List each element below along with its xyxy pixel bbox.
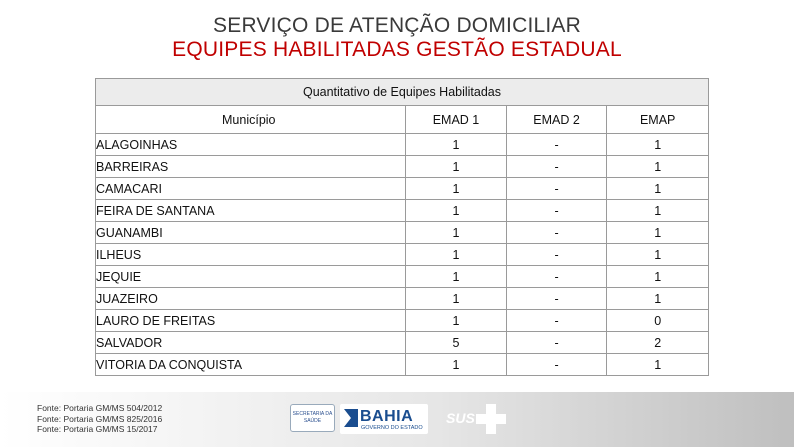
table-row <box>96 354 709 376</box>
column-header-row <box>96 106 709 134</box>
count-cell: 1 <box>406 134 507 156</box>
table-row <box>96 288 709 310</box>
bahia-wordmark: BAHIA <box>360 408 414 425</box>
municipio-cell: ALAGOINHAS <box>96 134 406 156</box>
count-cell: - <box>506 288 607 310</box>
column-header-municipio: Município <box>96 106 406 134</box>
count-cell: - <box>506 354 607 376</box>
sus-wordmark: SUS <box>446 410 475 426</box>
table-row <box>96 200 709 222</box>
municipio-cell: SALVADOR <box>96 332 406 354</box>
table-row <box>96 222 709 244</box>
count-cell: 1 <box>406 178 507 200</box>
count-cell: 1 <box>607 354 709 376</box>
count-cell: 1 <box>607 222 709 244</box>
bahia-subtitle: GOVERNO DO ESTADO <box>361 425 423 431</box>
table-row <box>96 244 709 266</box>
bahia-mark-icon <box>344 409 358 427</box>
source-line: Fonte: Portaria GM/MS 15/2017 <box>37 424 158 434</box>
table-body <box>96 134 709 376</box>
count-cell: - <box>506 266 607 288</box>
sources <box>37 403 162 435</box>
source-line: Fonte: Portaria GM/MS 504/2012 <box>37 403 163 413</box>
count-cell: 5 <box>406 332 507 354</box>
count-cell: - <box>506 134 607 156</box>
municipio-cell: ILHEUS <box>96 244 406 266</box>
municipio-cell: VITORIA DA CONQUISTA <box>96 354 406 376</box>
count-cell: 1 <box>406 310 507 332</box>
municipio-cell: LAURO DE FREITAS <box>96 310 406 332</box>
table-row <box>96 310 709 332</box>
municipio-cell: JUAZEIRO <box>96 288 406 310</box>
table-row <box>96 134 709 156</box>
count-cell: 2 <box>607 332 709 354</box>
table-caption: Quantitativo de Equipes Habilitadas <box>96 79 709 106</box>
count-cell: 1 <box>406 200 507 222</box>
municipio-cell: GUANAMBI <box>96 222 406 244</box>
cross-icon <box>476 404 506 434</box>
bahia-logo <box>340 404 428 434</box>
count-cell: 1 <box>607 134 709 156</box>
table-row <box>96 266 709 288</box>
count-cell: - <box>506 178 607 200</box>
table-row <box>96 332 709 354</box>
count-cell: 1 <box>607 288 709 310</box>
count-cell: 1 <box>607 156 709 178</box>
secretaria-saude-logo: SECRETARIA DA SAÚDE <box>290 404 335 432</box>
municipio-cell: BARREIRAS <box>96 156 406 178</box>
count-cell: 1 <box>406 288 507 310</box>
count-cell: - <box>506 200 607 222</box>
count-cell: 1 <box>607 244 709 266</box>
source-line: Fonte: Portaria GM/MS 825/2016 <box>37 413 163 424</box>
column-header: EMAD 2 <box>506 106 607 134</box>
count-cell: - <box>506 156 607 178</box>
municipio-cell: JEQUIE <box>96 266 406 288</box>
count-cell: - <box>506 222 607 244</box>
page-subtitle: EQUIPES HABILITADAS GESTÃO ESTADUAL <box>172 38 622 61</box>
count-cell: - <box>506 332 607 354</box>
table-row <box>96 156 709 178</box>
count-cell: - <box>506 244 607 266</box>
table-row <box>96 178 709 200</box>
count-cell: 1 <box>607 200 709 222</box>
column-header: EMAD 1 <box>406 106 507 134</box>
count-cell: 1 <box>607 266 709 288</box>
page-title: SERVIÇO DE ATENÇÃO DOMICILIAR <box>213 14 581 37</box>
count-cell: 1 <box>406 354 507 376</box>
count-cell: 1 <box>406 244 507 266</box>
count-cell: 1 <box>607 178 709 200</box>
count-cell: 0 <box>607 310 709 332</box>
municipio-cell: CAMACARI <box>96 178 406 200</box>
count-cell: 1 <box>406 156 507 178</box>
count-cell: - <box>506 310 607 332</box>
count-cell: 1 <box>406 222 507 244</box>
teams-table <box>95 78 709 376</box>
municipio-cell: FEIRA DE SANTANA <box>96 200 406 222</box>
column-header: EMAP <box>607 106 709 134</box>
count-cell: 1 <box>406 266 507 288</box>
